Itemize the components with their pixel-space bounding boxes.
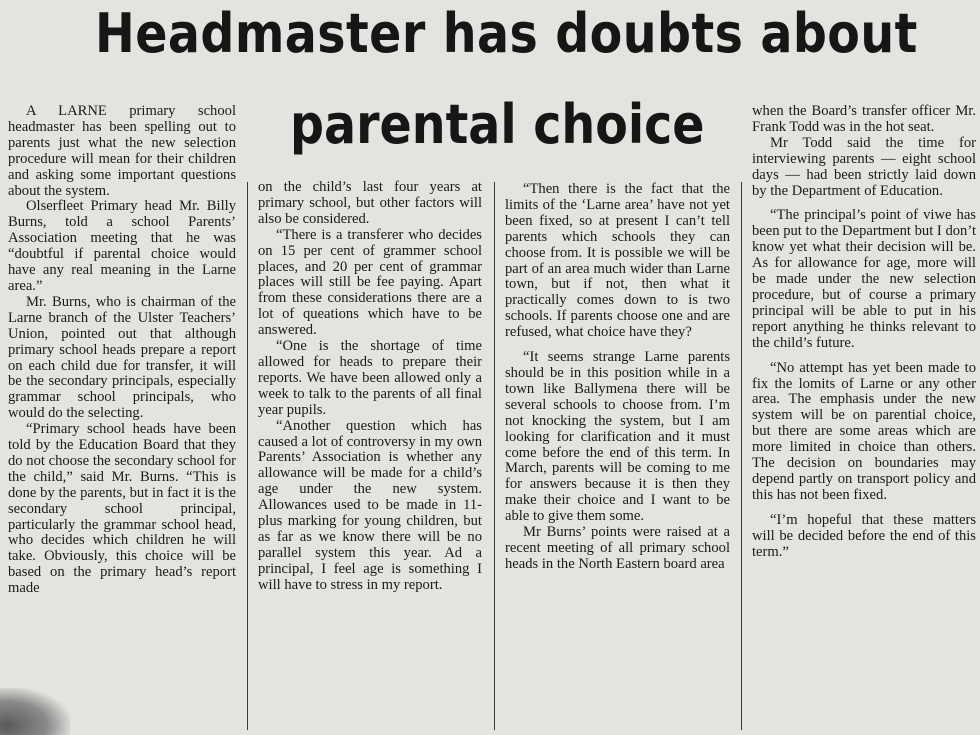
paragraph: “I’m hopeful that these matters will be decided before the end of this term.” (752, 511, 976, 560)
torn-corner (0, 688, 70, 735)
paragraph: “Another question which has caused a lot of controversy in my own Parents’ Association is whether any allowance will be made for a child’s age under the new system. Allowances used to be made in 11-plus marking for young children, but as far as we know there will be no parallel system this year. Ad a principal, I feel age is something I will have to stress in my report. (258, 417, 482, 593)
article-column-1 (8, 104, 236, 729)
paragraph: Mr Todd said the time for interviewing parents — eight school days — had been strictly laid down by the Department of Education. (752, 134, 976, 199)
article-column-3 (505, 182, 730, 728)
column-rule-1 (247, 182, 248, 730)
paragraph: Mr Burns’ points were raised at a recent meeting of all primary school heads in the North Eastern board area (505, 524, 730, 572)
column-rule-2 (494, 182, 495, 730)
paragraph: “One is the shortage of time allowed for heads to prepare their reports. We have been allowed only a week to talk to the parents of all final year pupils. (258, 338, 482, 418)
paragraph: “There is a transferer who decides on 15 per cent of grammer school places, and 20 per cent of grammar places will still be fee paying. Apart from these considerations there are a lot of queations which have to be answered. (258, 226, 482, 339)
headline-line-1: Headmaster has doubts about (95, 2, 918, 65)
paragraph: “The principal’s point of viwe has been put to the Department but I don’t know yet what their decision will be. As for allowance for age, more will be made under the new selection procedure, but of course a primary principal will be able to put in his report anything he thinks relevant to the child’s future. (752, 207, 976, 351)
headline-line-2: parental choice (290, 93, 705, 156)
paragraph: when the Board’s transfer officer Mr. Frank Todd was in the hot seat. (752, 104, 976, 135)
paragraph: Mr. Burns, who is chairman of the Larne branch of the Ulster Teachers’ Union, pointed out that although primary school heads prepare a report on each child due for transfer, it will be the secondary principals, especially grammar school principals, who would do the selecting. (8, 293, 236, 422)
article-column-2 (258, 180, 482, 728)
paragraph: Olserfleet Primary head Mr. Billy Burns, told a school Parents’ Association meeting that he was “doubtful if parental choice would have any real meaning in the Larne area.” (8, 198, 236, 294)
paragraph: on the child’s last four years at primary school, but other factors will also be considered. (258, 180, 482, 227)
paragraph: “Primary school heads have been told by the Education Board that they do not choose the secondary school for the child,” said Mr. Burns. “This is done by the parents, but in fact it is the secondary school principal, particularly the grammar school head, who decides which children he will take. Obviously, this choice will be based on the primary head’s report made (8, 421, 236, 597)
paragraph: “It seems strange Larne parents should be in this position while in a town like Ballymena there will be several schools to choose from. I’m not knocking the system, but I am looking for clarification and it must come before the end of this term. In March, parents will be coming to me for answers because it is then they make their choice and I want to be able to give them some. (505, 349, 730, 525)
paragraph: “No attempt has yet been made to fix the lomits of Larne or any other area. The emphasis under the new system will be on parential choice, but there are some areas which are more limited in choice than others. The decision on boundaries may depend partly on transport policy and this has not been fixed. (752, 359, 976, 503)
column-rule-3 (741, 182, 742, 730)
paragraph: A LARNE primary school headmaster has been spelling out to parents just what the new selection procedure will mean for their children and asking some important questions about the system. (8, 104, 236, 199)
paragraph: “Then there is the fact that the limits of the ‘Larne area’ have not yet been fixed, so at present I can’t tell parents which schools they can choose from. It is possible we will be part of an area much wider than Larne town, but if not, then what it practically comes down to is two schools. If parents choose one and are refused, what choice have they? (505, 182, 730, 341)
article-column-4 (752, 104, 976, 729)
